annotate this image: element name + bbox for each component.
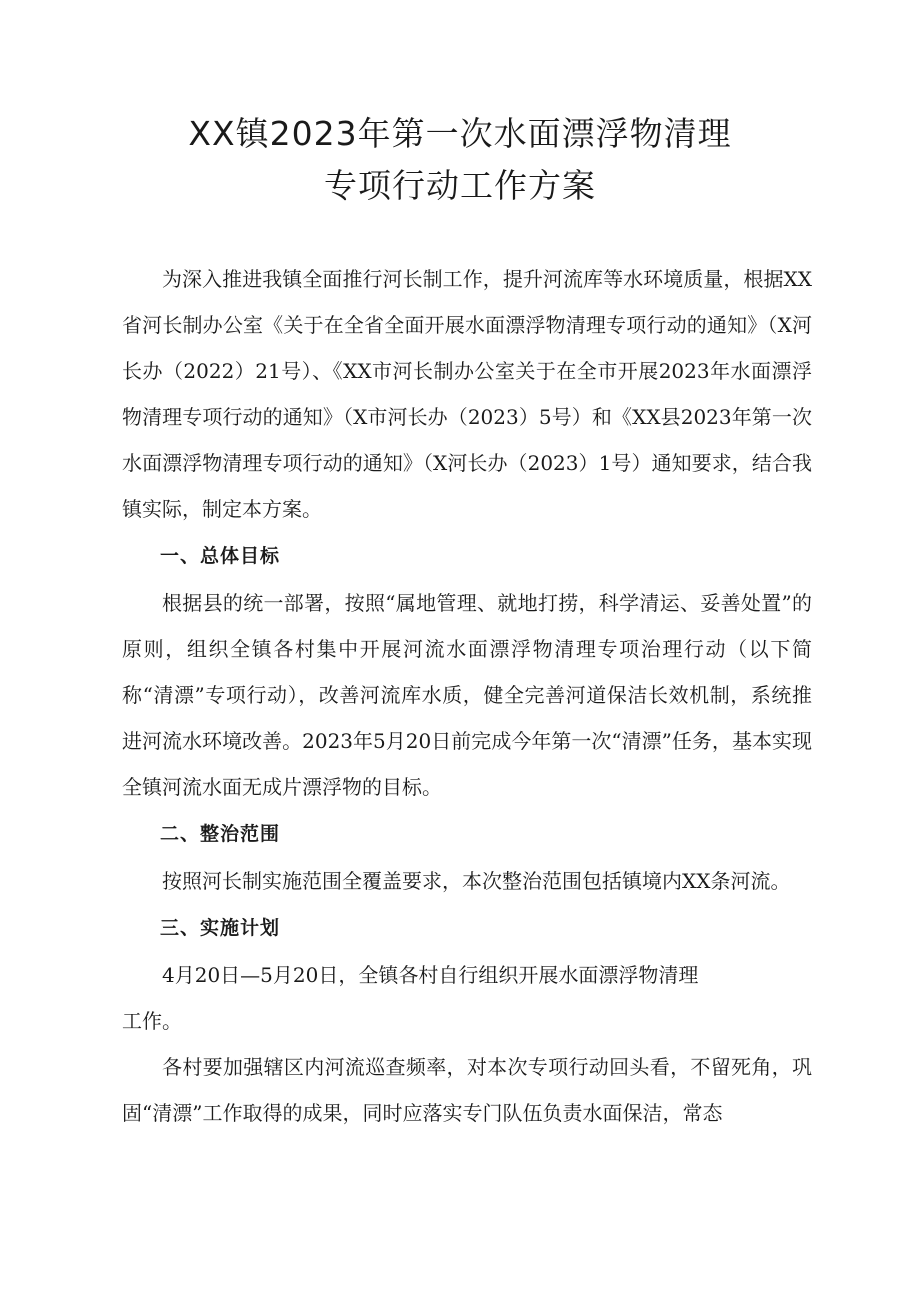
- title-line-1: XX镇2023年第一次水面漂浮物清理: [188, 114, 732, 153]
- section-scope-paragraph: 按照河长制实施范围全覆盖要求，本次整治范围包括镇境内XX条河流。: [162, 869, 791, 893]
- section-heading-goals: 一、总体目标: [160, 545, 281, 567]
- section-heading-plan: 三、实施计划: [160, 917, 281, 939]
- section-plan-paragraph-2: 各村要加强辖区内河流巡查频率，对本次专项行动回头看，不留死角，巩固“清漂”工作取得的成果，同时应落实专门队伍负责水面保洁，常态: [122, 1055, 812, 1125]
- document-body: [122, 256, 812, 1136]
- section-goals-paragraph: 根据县的统一部署，按照“属地管理、就地打捞，科学清运、妥善处置”的原则，组织全镇各村集中开展河流水面漂浮物清理专项治理行动（以下简称“清漂”专项行动），改善河流库水质，健全完善河道保洁长效机制，系统推进河流水环境改善。2023年5月20日前完成今年第一次“清漂”任务，基本实现全镇河流水面无成片漂浮物的目标。: [122, 591, 812, 799]
- section-plan-paragraph-1: 4月20日—5月20日，全镇各村自行组织开展水面漂浮物清理工作。: [122, 963, 699, 1033]
- document-title: [0, 108, 920, 212]
- section-heading-scope: 二、整治范围: [160, 823, 281, 845]
- intro-paragraph: 为深入推进我镇全面推行河长制工作，提升河流库等水环境质量，根据XX省河长制办公室《关于在全省全面开展水面漂浮物清理专项行动的通知》（X河长办（2022）21号）、《XX市河长制办公室关于在全市开展2023年水面漂浮物清理专项行动的通知》（X市河长办（2023）5号）和《XX县2023年第一次水面漂浮物清理专项行动的通知》（X河长办（2023）1号）通知要求，结合我镇实际，制定本方案。: [122, 267, 812, 521]
- title-line-2: 专项行动工作方案: [324, 166, 596, 205]
